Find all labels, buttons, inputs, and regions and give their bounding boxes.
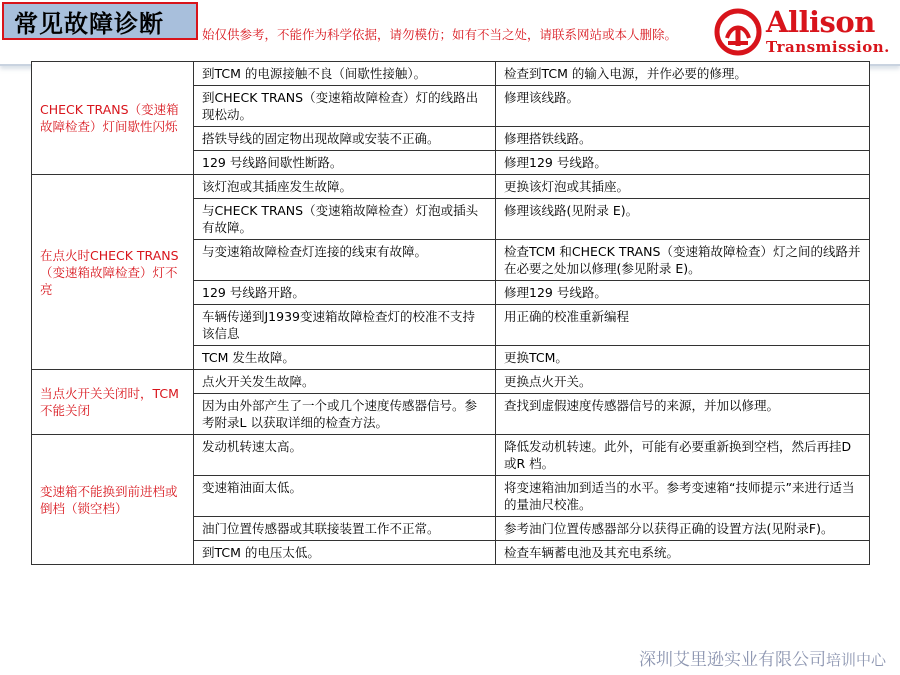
remedy-cell: 用正确的校准重新编程 [496, 305, 870, 346]
cause-cell: 到TCM 的电源接触不良（间歇性接触）。 [194, 62, 496, 86]
remedy-cell: 更换该灯泡或其插座。 [496, 175, 870, 199]
cause-cell: 点火开关发生故障。 [194, 370, 496, 394]
remedy-cell: 更换点火开关。 [496, 370, 870, 394]
table-row [32, 370, 870, 394]
slide-header [0, 0, 900, 66]
disclaimer-text: 始仅供参考，不能作为科学依据，请勿模仿；如有不当之处，请联系网站或本人删除。 [202, 27, 678, 42]
cause-cell: 129 号线路间歇性断路。 [194, 151, 496, 175]
cause-cell: 变速箱油面太低。 [194, 476, 496, 517]
footer-company [639, 645, 886, 670]
remedy-cell: 检查车辆蓄电池及其充电系统。 [496, 541, 870, 565]
remedy-cell: 检查到TCM 的输入电源，并作必要的修理。 [496, 62, 870, 86]
remedy-cell: 修理129 号线路。 [496, 151, 870, 175]
remedy-cell: 修理该线路。 [496, 86, 870, 127]
remedy-cell: 修理129 号线路。 [496, 281, 870, 305]
allison-logo-mark-icon [714, 8, 762, 56]
cause-cell: 车辆传递到J1939变速箱故障检查灯的校准不支持该信息 [194, 305, 496, 346]
table-row [32, 435, 870, 476]
remedy-cell: 修理该线路(见附录 E)。 [496, 199, 870, 240]
logo-sub-text: Transmission. [766, 38, 890, 56]
cause-cell: 油门位置传感器或其联接装置工作不正常。 [194, 517, 496, 541]
symptom-cell: 当点火开关关闭时，TCM 不能关闭 [32, 370, 194, 435]
table-row [32, 62, 870, 86]
symptom-cell: 在点火时CHECK TRANS（变速箱故障检查）灯不亮 [32, 175, 194, 370]
slide-title: 常见故障诊断 [2, 2, 198, 40]
footer-dept: 培训中心 [825, 651, 886, 669]
remedy-cell: 修理搭铁线路。 [496, 127, 870, 151]
remedy-cell: 参考油门位置传感器部分以获得正确的设置方法(见附录F)。 [496, 517, 870, 541]
cause-cell: 与CHECK TRANS（变速箱故障检查）灯泡或插头有故障。 [194, 199, 496, 240]
cause-cell: 因为由外部产生了一个或几个速度传感器信号。参考附录L 以获取详细的检查方法。 [194, 394, 496, 435]
logo-brand-text: Allison [766, 5, 875, 39]
cause-cell: 搭铁导线的固定物出现故障或安装不正确。 [194, 127, 496, 151]
remedy-cell: 检查TCM 和CHECK TRANS（变速箱故障检查）灯之间的线路并在必要之处加以修理(参见附录 E)。 [496, 240, 870, 281]
cause-cell: 129 号线路开路。 [194, 281, 496, 305]
cause-cell: 该灯泡或其插座发生故障。 [194, 175, 496, 199]
remedy-cell: 降低发动机转速。此外，可能有必要重新换到空档，然后再挂D 或R 档。 [496, 435, 870, 476]
table-row [32, 175, 870, 199]
cause-cell: 发动机转速太高。 [194, 435, 496, 476]
cause-cell: 到CHECK TRANS（变速箱故障检查）灯的线路出现松动。 [194, 86, 496, 127]
diagnosis-table [31, 61, 870, 565]
cause-cell: 到TCM 的电压太低。 [194, 541, 496, 565]
symptom-cell: 变速箱不能换到前进档或倒档（锁空档） [32, 435, 194, 565]
symptom-cell: CHECK TRANS（变速箱故障检查）灯间歇性闪烁 [32, 62, 194, 175]
remedy-cell: 查找到虚假速度传感器信号的来源，并加以修理。 [496, 394, 870, 435]
cause-cell: TCM 发生故障。 [194, 346, 496, 370]
remedy-cell: 更换TCM。 [496, 346, 870, 370]
remedy-cell: 将变速箱油加到适当的水平。参考变速箱“技师提示”来进行适当的量油尺校准。 [496, 476, 870, 517]
diagnosis-table-wrap [31, 61, 869, 565]
allison-logo [714, 6, 898, 58]
cause-cell: 与变速箱故障检查灯连接的线束有故障。 [194, 240, 496, 281]
footer-company-name: 深圳艾里逊实业有限公司 [638, 650, 826, 670]
